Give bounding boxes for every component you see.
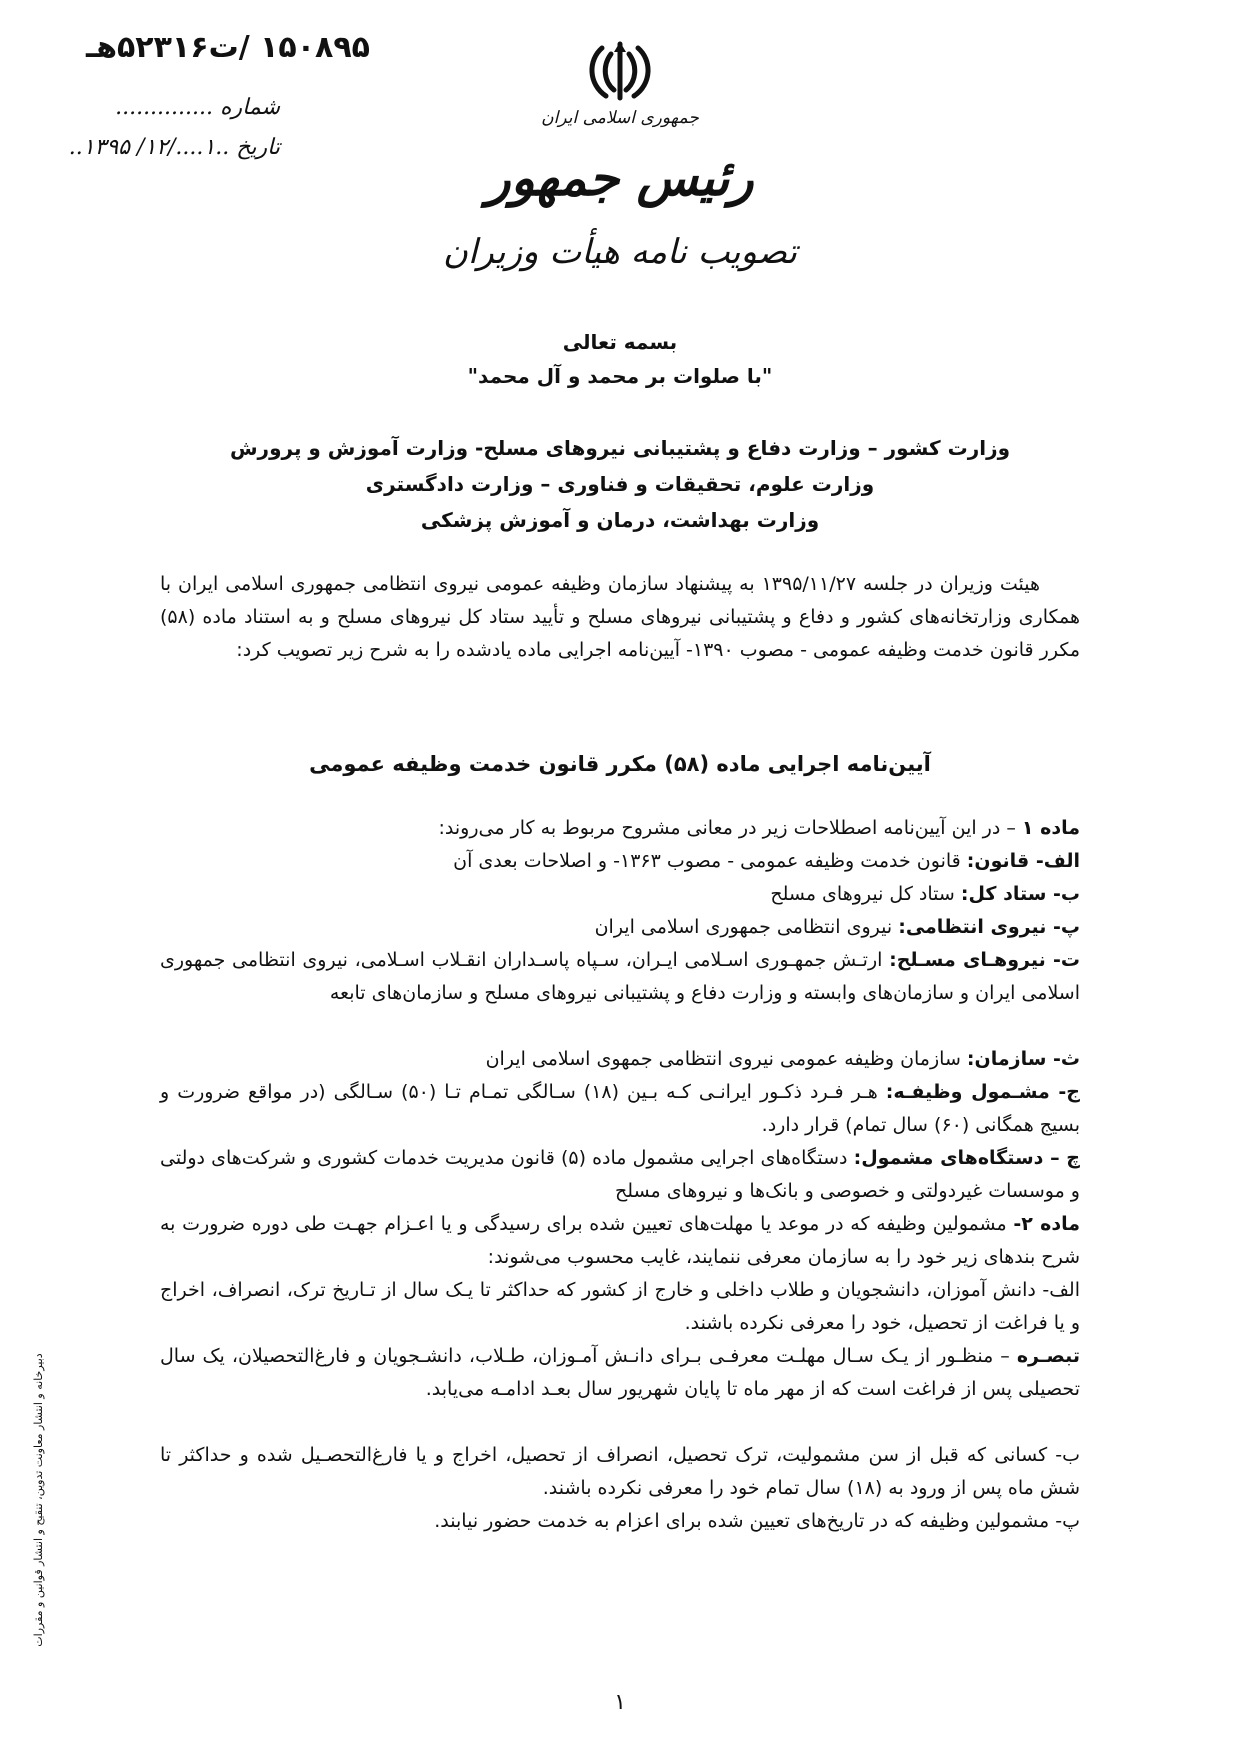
sidebar-note — [22, 1310, 62, 1710]
definition-be — [160, 878, 1080, 911]
definition-label: پ- نیروی انتظامی: — [898, 916, 1080, 938]
definition-jim — [160, 1076, 1080, 1142]
definition-label: ث- سازمان: — [966, 1048, 1080, 1070]
page-number: ۱ — [614, 1690, 626, 1715]
article-text: – در این آیین‌نامه اصطلاحات زیر در معانی مشروح مربوط به کار می‌روند: — [438, 817, 1022, 839]
article-2-clause-pe — [160, 1505, 1080, 1538]
definition-pe — [160, 911, 1080, 944]
recipient-line: وزارت بهداشت، درمان و آموزش پزشکی — [420, 508, 820, 532]
office-title: رئیس جمهور — [486, 148, 754, 207]
note-tabsare — [160, 1340, 1080, 1406]
clause-text: الف- دانش آموزان، دانشجویان و طلاب داخلی و خارج از کشور که حداکثر تا یـک سال از تـاریخ ترک، انصراف، اخراج و یا فراغت از تحصیل، خود را معرفی نکرده باشند. — [160, 1279, 1080, 1334]
definition-text: نیروی انتظامی جمهوری اسلامی ایران — [594, 916, 899, 938]
recipient-line: وزارت کشور – وزارت دفاع و پشتیبانی نیروهای مسلح- وزارت آموزش و پرورش — [229, 436, 1011, 460]
definition-text: دستگاه‌های اجرایی مشمول ماده (۵) قانون مدیریت خدمات کشوری و شرکت‌های دولتی و موسسات غیردولتی و خصوصی و بانک‌ها و نیروهای مسلح — [160, 1147, 1080, 1202]
country-name: جمهوری اسلامی ایران — [541, 108, 699, 128]
preamble-paragraph: هیئت وزیران در جلسه ۱۳۹۵/۱۱/۲۷ به پیشنهاد سازمان وظیفه عمومی نیروی انتظامی جمهوری اسلامی ایران با همکاری وزارتخانه‌های کشور و دفاع و پشتیبانی نیروهای مسلح و تأیید ستاد کل نیروهای مسلح و به استناد ماده (۵۸) مکرر قانون خدمت وظیفه عمومی - مصوب ۱۳۹۰- آیین‌نامه اجرایی ماده یادشده را به شرح زیر تصویب کرد: — [160, 573, 1080, 661]
definition-te — [160, 944, 1080, 1010]
note-text: – منظـور از یـک سـال مهلـت معرفـی بـرای دانـش آمـوزان، طـلاب، دانشـجویان و فارغ‌التحصیلان، یک سال تحصیلی پس از فراغت است که از مهر ماه تا پایان شهریور سال بعـد ادامـه می‌یابد. — [160, 1345, 1080, 1400]
document-type: تصویب نامه هیأت وزیران — [442, 232, 798, 272]
invocation-line-1: بسمه تعالی — [562, 330, 678, 354]
definition-label: ت- نیروهـای مسـلح: — [889, 949, 1080, 971]
definition-text: هـر فـرد ذکـور ایرانـی کـه بـین (۱۸) سـالگی تمـام تـا (۵۰) سـالگی (در مواقع ضرورت و بسیج همگانی (۶۰) سال تمام) قرار دارد. — [160, 1081, 1080, 1136]
definition-label: ج- مشـمول وظیفـه: — [885, 1081, 1080, 1103]
definition-se — [160, 1043, 1080, 1076]
article-2 — [160, 1208, 1080, 1274]
regulation-title: آیین‌نامه اجرایی ماده (۵۸) مکرر قانون خدمت وظیفه عمومی — [309, 752, 931, 776]
definition-label: ب- ستاد کل: — [960, 883, 1080, 905]
note-label: تبصـره — [1016, 1345, 1080, 1367]
definition-text: ارتـش جمهـوری اسـلامی ایـران، سـپاه پاسـداران انقـلاب اسـلامی، نیروی انتظامی جمهوری اسلامی ایران و سازمان‌های وابسته و وزارت دفاع و پشتیبانی نیروهای مسلح و سازمان‌های تابعه — [160, 949, 1080, 1004]
sidebar-text: دبیرخانه و انتشار معاونت تدوین، تنقیح و انتشار قوانین و مقررات — [32, 1353, 45, 1647]
invocation-line-2: "با صلوات بر محمد و آل محمد" — [467, 364, 773, 388]
definition-text: سازمان وظیفه عمومی نیروی انتظامی جمهوی اسلامی ایران — [485, 1048, 967, 1070]
definition-text: ستاد کل نیروهای مسلح — [770, 883, 961, 905]
definition-label: الف- قانون: — [966, 850, 1080, 872]
letter-date: تاریخ ..۱..../۱۲/ ۱۳۹۵.. — [68, 135, 280, 160]
clause-text: پ- مشمولین وظیفه که در تاریخ‌های تعیین شده برای اعزام به خدمت حضور نیابند. — [434, 1510, 1080, 1532]
article-2-clause-be — [160, 1439, 1080, 1505]
definition-text: قانون خدمت وظیفه عمومی - مصوب ۱۳۶۳- و اصلاحات بعدی آن — [453, 850, 967, 872]
definition-che — [160, 1142, 1080, 1208]
article-2-clause-alef — [160, 1274, 1080, 1340]
recipient-line: وزارت علوم، تحقیقات و فناوری – وزارت دادگستری — [365, 472, 875, 496]
definition-alef — [160, 845, 1080, 878]
letter-shomare: شماره .............. — [115, 95, 280, 120]
iran-emblem-icon — [580, 38, 660, 108]
letter-number: ۱۵۰۸۹۵ /ت۵۲۳۱۶هـ — [85, 30, 370, 65]
definition-label: چ – دستگاه‌های مشمول: — [853, 1147, 1080, 1169]
clause-text: ب- کسانی که قبل از سن مشمولیت، ترک تحصیل، انصراف از تحصیل، اخراج و یا فارغ‌التحصـیل شده و حداکثر تا شش ماه پس از ورود به (۱۸) سال تمام خود را معرفی نکرده باشند. — [160, 1444, 1080, 1499]
article-text: مشمولین وظیفه که در موعد یا مهلت‌های تعیین شده برای رسیدگی و یا اعـزام جهـت طی دوره ضرورت به شرح بندهای زیر خود را به سازمان معرفی ننمایند، غایب محسوب می‌شوند: — [160, 1213, 1080, 1268]
article-label: ماده ۲- — [1013, 1213, 1080, 1235]
article-label: ماده ۱ — [1021, 817, 1080, 839]
article-1 — [160, 812, 1080, 845]
